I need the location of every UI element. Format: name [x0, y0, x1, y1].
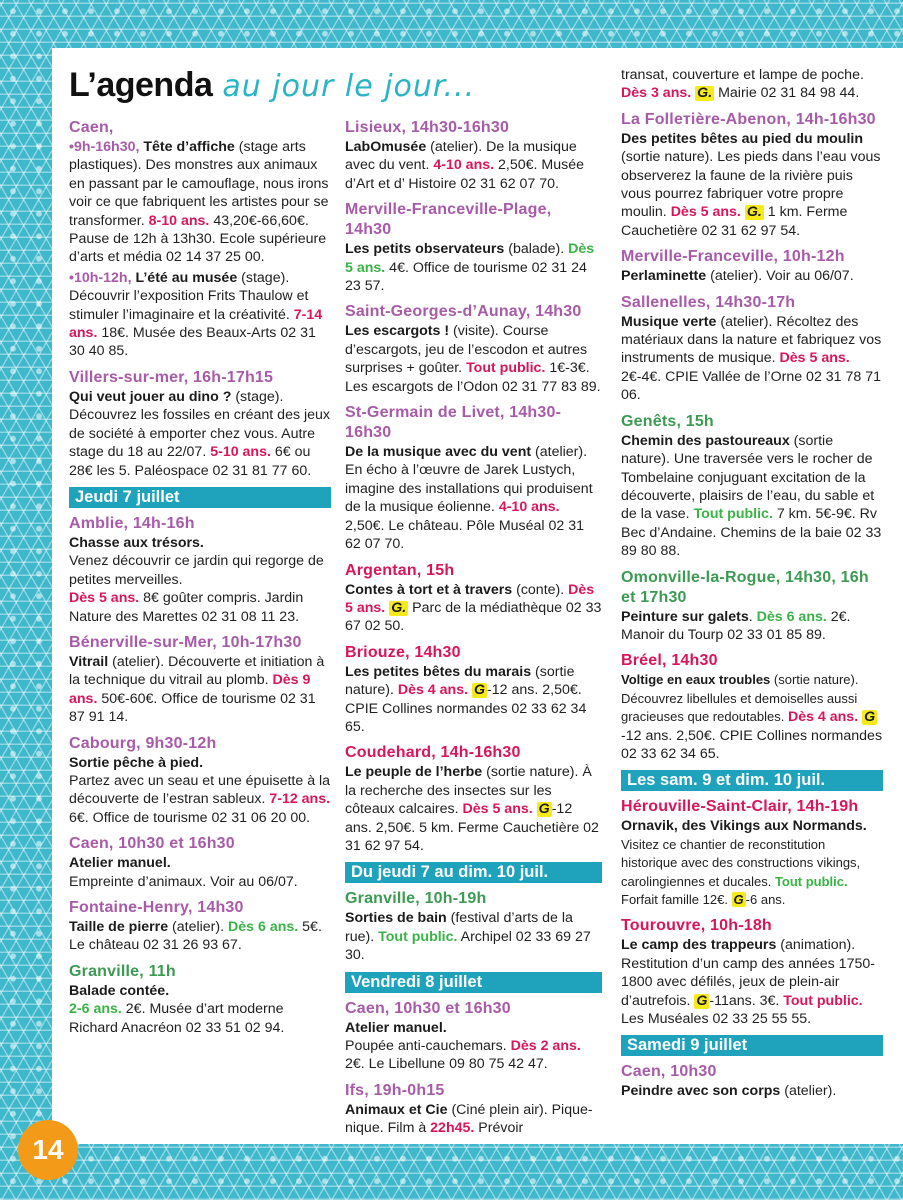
event-age: Dès 5 ans.: [345, 581, 595, 616]
event-title: Animaux et Cie: [345, 1101, 448, 1118]
event-text: (sortie nature). Les pieds dans l’eau vous observerez la faune de la rivière puis vous pourrez fabriquer votre propre moulin.: [621, 149, 881, 221]
column-3: [621, 66, 883, 1108]
event-text: (atelier). De la musique avec du vent.: [345, 139, 577, 174]
event-text: (sortie nature). À la recherche des insectes sur les côteaux calcaires.: [345, 764, 592, 818]
free-badge: G.: [746, 204, 762, 221]
event-title: Voltige en eaux troubles: [621, 672, 771, 688]
event-text: Poupée anti-cauchemars.: [345, 1038, 511, 1054]
event-city: Caen, 10h30: [621, 1063, 717, 1081]
event-coudehard: [345, 743, 602, 855]
event-text: (festival d’arts de la rue).: [345, 910, 573, 945]
event-tourouvre: [621, 916, 883, 1028]
event-title: Les petites bêtes du marais: [345, 663, 532, 680]
event-city: Ifs, 19h-0h15: [345, 1081, 445, 1099]
event-title: Atelier manuel.: [345, 1019, 447, 1036]
event-title: Des petites bêtes au pied du moulin: [621, 130, 864, 147]
event-text: 18€. Musée des Beaux-Arts 02 31 30 40 85.: [69, 325, 316, 360]
event-city: Briouze, 14h30: [345, 643, 461, 661]
event-time: •10h-12h,: [69, 269, 132, 286]
event-age: Tout public.: [693, 506, 773, 523]
free-badge: G: [864, 709, 876, 726]
event-text: (stage). Découvrez les fossiles en créant des jeux de société à emporter chez vous. Autre stage du 18 au 22/07.: [69, 388, 331, 461]
event-text: (sortie nature).: [345, 663, 575, 699]
event-text: transat, couverture et lampe de poche.: [621, 67, 864, 83]
event-city: Caen, 10h30 et 16h30: [69, 835, 235, 853]
event-age: Dès 6 ans.: [228, 919, 299, 935]
event-text: -12 ans. 2,50€. CPIE Collines normandes 02 33 62 34 65.: [621, 727, 883, 762]
event-text: Prévoir: [474, 1120, 524, 1137]
event-age: 5-10 ans.: [210, 444, 271, 461]
event-title: Qui veut jouer au dino ?: [69, 388, 232, 405]
column-1: [69, 118, 331, 1044]
free-badge: G: [474, 682, 486, 699]
event-text: (sortie nature). Découvrez libellules et demoiselles aussi gracieuses que redoutables.: [621, 672, 859, 725]
event-city: Sallenelles, 14h30-17h: [621, 293, 796, 311]
event-age: Dès 5 ans.: [345, 241, 595, 276]
event-city: Genêts, 15h: [621, 412, 714, 430]
event-text: (atelier). En écho à l’œuvre de Jarek Lustych, imagine des installations qui produisent de la musique éolienne.: [345, 444, 593, 516]
event-age: Dès 4 ans.: [787, 709, 859, 726]
event-text: 2€. Musée d’art moderne Richard Anacréon 02 33 51 02 94.: [69, 1001, 285, 1036]
event-text: (animation). Restitution d’un camp des années 1750-1800 avec défilés, jeux de plein-air d’autrefois.: [621, 937, 875, 1009]
event-text: -11ans. 3€.: [709, 992, 784, 1009]
free-badge: G: [538, 801, 550, 818]
event-granville: [69, 962, 331, 1037]
event-title: Les escargots !: [345, 323, 450, 340]
event-age: 4-10 ans.: [498, 499, 560, 516]
event-herouville: [621, 797, 883, 909]
event-title: Atelier manuel.: [69, 855, 171, 872]
event-city: Granville, 11h: [69, 962, 176, 980]
agenda-page: [52, 48, 903, 1144]
event-text: (atelier). Voir au 06/07.: [706, 268, 854, 285]
event-age: Tout public.: [774, 873, 848, 889]
event-text: Partez avec un seau et une épuisette à la découverte de l’estran sableux.: [69, 772, 331, 808]
event-city: Hérouville-Saint-Clair, 14h-19h: [621, 798, 859, 816]
event-text: -6 ans.: [745, 892, 786, 907]
event-text: 6€. Office de tourisme 02 31 06 20 00.: [69, 809, 311, 826]
event-age: Tout public.: [783, 992, 863, 1009]
event-saint-georges: [345, 302, 602, 396]
event-villers: [69, 368, 331, 480]
event-title: Peinture sur galets: [621, 608, 749, 625]
event-age: Dès 5 ans.: [670, 204, 741, 221]
date-band: Jeudi 7 juillet: [69, 487, 331, 508]
date-band: Samedi 9 juillet: [621, 1035, 883, 1056]
event-title: LabOmusée: [345, 139, 427, 155]
event-text: Les Muséales 02 33 25 55 55.: [621, 1011, 812, 1028]
event-city: Merville-Franceville-Plage, 14h30: [345, 201, 552, 239]
event-city: Omonville-la-Rogue, 14h30, 16h et 17h30: [621, 568, 869, 606]
event-title: Vitrail: [69, 653, 109, 670]
event-city: Lisieux, 14h30-16h30: [345, 119, 510, 136]
event-genets: [621, 412, 883, 561]
event-title: Le camp des trappeurs: [621, 937, 777, 954]
event-city: Coudehard, 14h-16h30: [345, 744, 521, 762]
event-lisieux: [345, 118, 602, 193]
event-text: 4€. Office de tourisme 02 31 24 23 57.: [345, 259, 587, 295]
event-merville: [345, 200, 602, 295]
date-band: Du jeudi 7 au dim. 10 juil.: [345, 862, 602, 883]
event-text: Visitez ce chantier de reconstitution historique avec des constructions vikings, carolingiennes et ducales.: [621, 836, 861, 889]
date-band: Les sam. 9 et dim. 10 juil.: [621, 770, 883, 791]
event-title: Peindre avec son corps: [621, 1083, 781, 1100]
event-text: -12 ans. 2,50€. 5 km. Ferme Cauchetière 02 31 62 97 54.: [345, 801, 599, 854]
event-title: Sorties de bain: [345, 910, 447, 927]
event-city: Tourouvre, 10h-18h: [621, 917, 772, 935]
page-subtitle: au jour le jour...: [222, 69, 476, 104]
event-time: 22h45.: [430, 1120, 475, 1137]
event-city: Saint-Georges-d’Aunay, 14h30: [345, 303, 582, 321]
event-text: (atelier). Découverte et initiation à la technique du vitrail au plomb.: [69, 653, 325, 689]
event-text: 7 km. 5€-9€. Rv Bec d’Andaine. Chemins de la baie 02 33 89 80 88.: [621, 506, 882, 560]
event-age: Tout public.: [466, 360, 546, 377]
event-age: Dès 9 ans.: [69, 672, 311, 707]
event-text: (atelier). Récoltez des matériaux dans la nature et fabriquez vos instruments de musique.: [621, 313, 882, 367]
event-age: 2-6 ans.: [69, 1001, 122, 1018]
event-granville-festival: [345, 889, 602, 964]
event-text: 2,50€. Musée d’Art et d’ Histoire 02 31 62 07 70.: [345, 157, 584, 192]
event-la-folletiere: [621, 110, 883, 240]
event-text: 2,50€. Le château. Pôle Muséal 02 31 62 07 70.: [345, 517, 584, 553]
event-text: (stage arts plastiques). Des monstres aux animaux en passant par le camouflage, nous irons voir ce que fabriquent les artistes pour se transformer.: [69, 139, 329, 229]
event-title: L’été au musée: [135, 269, 238, 286]
page-number-badge: 14: [18, 1120, 78, 1180]
event-title: Chemin des pastoureaux: [621, 432, 790, 449]
event-cabourg: [69, 734, 331, 828]
event-text: (balade).: [504, 241, 569, 258]
event-age: Dès 6 ans.: [756, 608, 827, 625]
event-text: (Ciné plein air). Pique-nique. Film à: [345, 1101, 593, 1137]
event-title: Le peuple de l’herbe: [345, 764, 483, 781]
free-badge: G: [696, 992, 708, 1009]
event-breel: [621, 651, 883, 763]
event-text: .: [748, 608, 757, 625]
event-st-germain: [345, 403, 602, 553]
event-caen-atelier: [69, 834, 331, 891]
event-title: Taille de pierre: [69, 919, 169, 935]
event-age: 7-12 ans.: [269, 791, 331, 808]
event-text: (sortie nature). Une traversée vers le rocher de Tombelaine conjuguant excitation de la découverte, plaisirs de l’eau, du sable et de la vase.: [621, 432, 875, 523]
event-city: Cabourg, 9h30-12h: [69, 734, 217, 752]
event-title: Musique verte: [621, 313, 717, 330]
event-city: Fontaine-Henry, 14h30: [69, 899, 244, 916]
event-text: 50€-60€. Office de tourisme 02 31 87 91 14.: [69, 690, 316, 726]
event-text: 2€-4€. CPIE Vallée de l’Orne 02 31 78 71 06.: [621, 368, 882, 404]
event-text: Forfait famille 12€.: [621, 892, 732, 907]
event-title: Tête d’affiche: [143, 139, 235, 155]
event-age: 7-14 ans.: [69, 306, 323, 342]
event-text: 43,20€-66,60€. Pause de 12h à 13h30. Ecole supérieure d’arts et média 02 14 37 25 00.: [69, 212, 327, 266]
page-title: L’agenda: [69, 66, 213, 104]
event-amblie: [69, 514, 331, 626]
event-title: Contes à tort et à travers: [345, 581, 513, 598]
event-caen-poupee: [345, 999, 602, 1074]
date-band: Vendredi 8 juillet: [345, 972, 602, 993]
free-badge: G: [733, 892, 744, 907]
event-briouze: [345, 643, 602, 737]
event-caen-peindre: [621, 1062, 883, 1100]
event-age: Dès 4 ans.: [397, 682, 469, 699]
event-text: (conte).: [512, 581, 569, 598]
event-title: Ornavik, des Vikings aux Normands.: [621, 818, 867, 835]
event-age: Dès 2 ans.: [510, 1038, 581, 1054]
event-age: Tout public.: [378, 928, 458, 945]
page-header: [69, 66, 509, 110]
column-2: [345, 118, 602, 1145]
event-age: 4-10 ans.: [433, 157, 495, 174]
event-text: Archipel 02 33 69 27 30.: [345, 928, 591, 964]
event-city: La Follетière-Abenon, 14h-16h30: [621, 110, 876, 128]
event-time: •9h-16h30,: [69, 139, 140, 155]
event-text: (atelier).: [168, 919, 229, 935]
event-text: (stage). Découvrir l’exposition Frits Thaulow et stimuler l’imaginaire et la créativité.: [69, 269, 309, 323]
event-city: Granville, 10h-19h: [345, 890, 487, 908]
event-text: 8€ goûter compris. Jardin Nature des Marettes 02 31 08 11 23.: [69, 590, 304, 625]
event-title: Chasse aux trésors.: [69, 534, 204, 551]
event-title: Perlaminette: [621, 268, 707, 285]
event-omonville: [621, 568, 883, 645]
event-city: Caen, 10h30 et 16h30: [345, 999, 511, 1017]
event-city: St-Germain de Livet, 14h30-16h30: [345, 404, 562, 442]
event-argentan: [345, 561, 602, 636]
event-title: Balade contée.: [69, 982, 170, 999]
event-merville-perlaminette: [621, 247, 883, 285]
event-text: Parc de la médiathèque 02 33 67 02 50.: [345, 599, 602, 635]
free-badge: G.: [697, 85, 713, 102]
event-city: Caen,: [69, 119, 114, 136]
event-text: 1€-3€. Les escargots de l’Odon 02 31 77 83 89.: [345, 360, 601, 395]
event-sallenelles: [621, 293, 883, 405]
event-text: 1 km. Ferme Cauchetière 02 31 62 97 54.: [621, 204, 848, 239]
event-city: Argentan, 15h: [345, 561, 455, 579]
event-city: Bénerville-sur-Mer, 10h-17h30: [69, 633, 302, 651]
event-text: 5€. Le château 02 31 26 93 67.: [69, 919, 322, 954]
event-text: (atelier).: [780, 1083, 837, 1100]
event-text: Mairie 02 31 84 98 44.: [714, 85, 860, 102]
event-text: 6€ ou 28€ les 5. Paléospace 02 31 81 77 60.: [69, 444, 312, 479]
event-age: Dès 5 ans.: [779, 350, 850, 367]
event-city: Villers-sur-mer, 16h-17h15: [69, 368, 274, 386]
event-age: Dès 5 ans.: [462, 801, 533, 818]
event-city: Amblie, 14h-16h: [69, 514, 195, 532]
event-city: Merville-Franceville, 10h-12h: [621, 248, 845, 266]
free-badge: G.: [391, 599, 407, 616]
event-ifs: [345, 1081, 602, 1138]
event-ifs-continued: [621, 66, 883, 103]
event-age: 8-10 ans.: [148, 212, 210, 229]
event-text: Venez découvrir ce jardin qui regorge de petites merveilles.: [69, 553, 324, 588]
event-title: Les petits observateurs: [345, 241, 505, 258]
event-text: 2€. Le Libellune 09 80 75 42 47.: [345, 1056, 548, 1073]
event-caen: [69, 118, 331, 361]
event-city: Bréel, 14h30: [621, 652, 718, 670]
event-benerville: [69, 633, 331, 727]
event-age: Dès 3 ans.: [621, 85, 692, 102]
event-title: Sortie pêche à pied.: [69, 754, 204, 771]
event-fontaine-henry: [69, 898, 331, 955]
event-text: 2€. Manoir du Tourp 02 33 01 85 89.: [621, 608, 851, 643]
event-text: (visite). Course d’escargots, jeu de l’escodon et autres surprises + goûter.: [345, 323, 588, 377]
event-title: De la musique avec du vent: [345, 444, 532, 461]
event-text: -12 ans. 2,50€. CPIE Collines normandes 02 33 62 34 65.: [345, 682, 587, 735]
event-text: Empreinte d’animaux. Voir au 06/07.: [69, 873, 298, 890]
event-age: Dès 5 ans.: [69, 590, 140, 607]
